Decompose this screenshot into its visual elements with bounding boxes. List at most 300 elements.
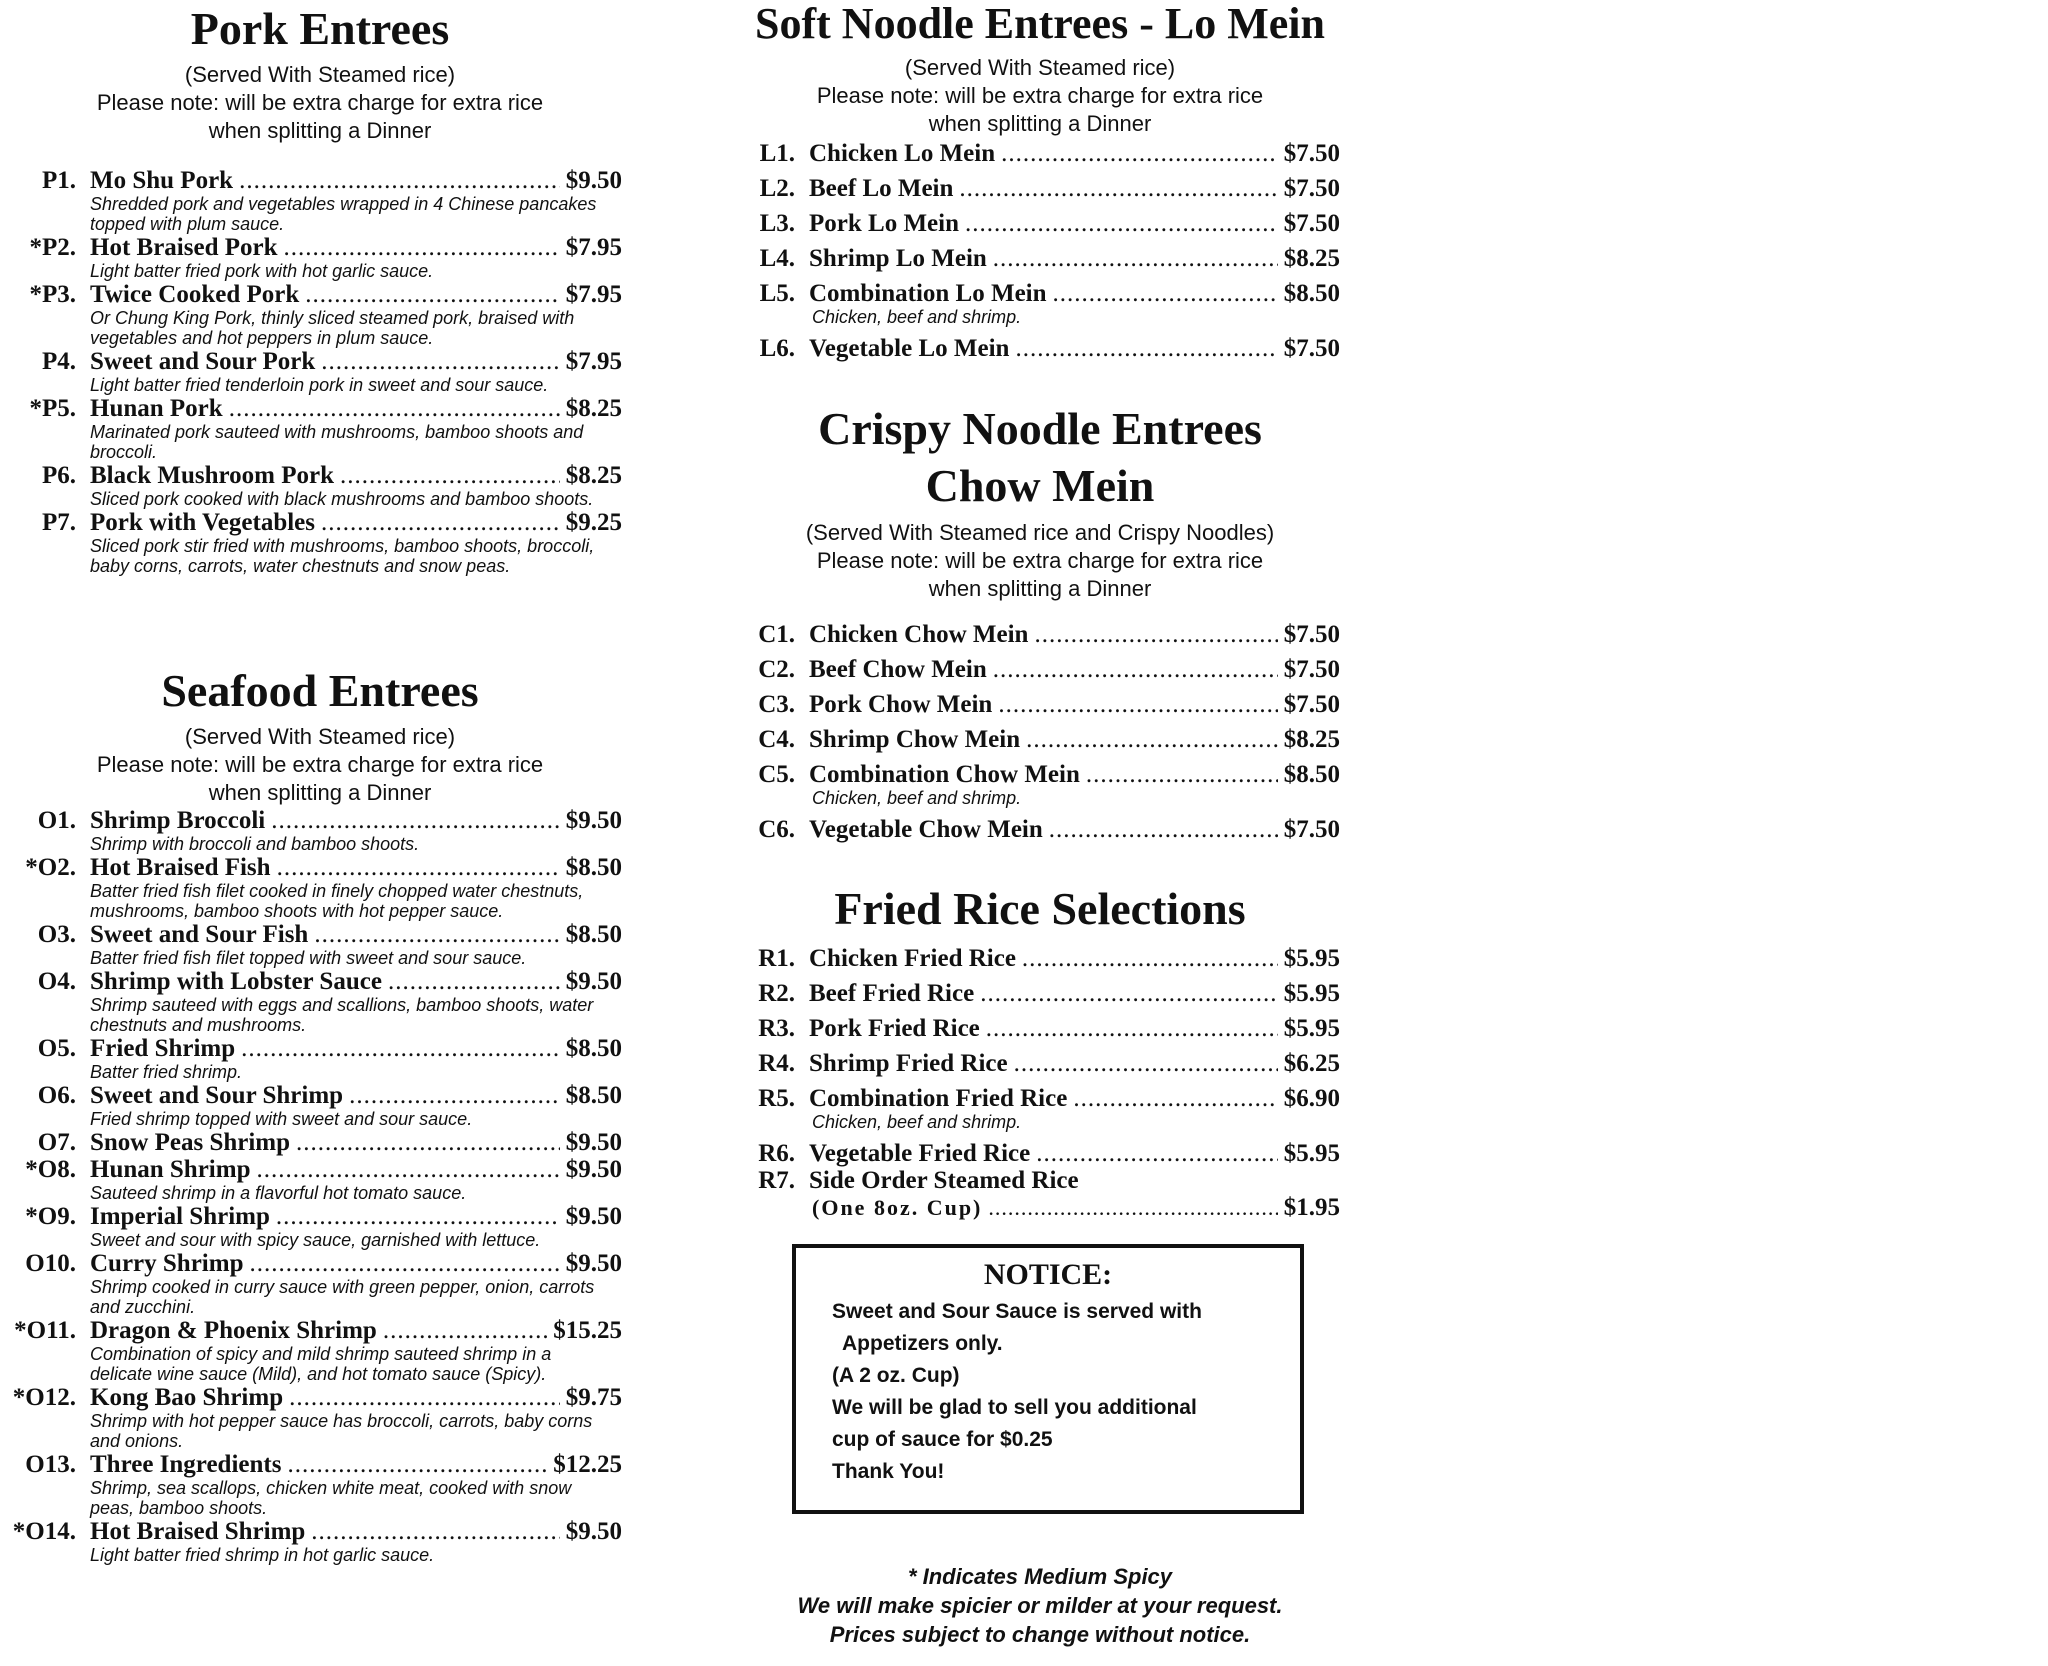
menu-item-line bbox=[690, 945, 1340, 972]
item-leader-dots bbox=[249, 1250, 559, 1277]
menu-item bbox=[0, 921, 640, 968]
item-leader-dots bbox=[1053, 280, 1278, 307]
menu-item bbox=[0, 1518, 640, 1565]
pork-section bbox=[0, 4, 640, 576]
item-name: Curry Shrimp bbox=[90, 1249, 244, 1277]
item-price: $7.50 bbox=[1283, 816, 1340, 844]
menu-item bbox=[690, 280, 1390, 327]
item-description: Shrimp, sea scallops, chicken white meat, cooked with snow peas, bamboo shoots. bbox=[90, 1477, 572, 1518]
item-leader-dots bbox=[314, 921, 559, 948]
item-leader-dots bbox=[1022, 945, 1278, 972]
item-leader-dots bbox=[296, 1129, 560, 1156]
side-rice-price: $1.95 bbox=[1283, 1193, 1340, 1221]
item-name: Combination Chow Mein bbox=[809, 761, 1080, 789]
item-name: Shrimp Fried Rice bbox=[809, 1049, 1008, 1077]
item-leader-dots bbox=[383, 1317, 547, 1344]
item-leader-dots bbox=[321, 509, 560, 536]
item-description: Chicken, beef and shrimp. bbox=[812, 788, 1022, 809]
item-code: *O14. bbox=[12, 1517, 76, 1545]
side-rice-name: Side Order Steamed Rice bbox=[809, 1166, 1079, 1194]
item-price: $5.95 bbox=[1283, 1139, 1340, 1167]
menu-item bbox=[0, 281, 640, 348]
item-code: C5. bbox=[758, 761, 795, 789]
item-description: Sweet and sour with spicy sauce, garnished with lettuce. bbox=[90, 1229, 541, 1250]
item-code: O3. bbox=[37, 920, 76, 948]
item-leader-dots bbox=[1034, 621, 1277, 648]
item-description: Batter fried shrimp. bbox=[90, 1061, 243, 1082]
item-price: $8.50 bbox=[1283, 280, 1340, 308]
menu-item bbox=[690, 656, 1390, 683]
menu-item-line bbox=[0, 1518, 622, 1545]
item-price: $8.50 bbox=[565, 853, 622, 881]
item-code: R6. bbox=[758, 1139, 795, 1167]
menu-item-line bbox=[0, 167, 622, 194]
menu-item bbox=[0, 854, 640, 921]
item-description: Light batter fried pork with hot garlic sauce. bbox=[90, 260, 434, 281]
chowmein-note-3: when splitting a Dinner bbox=[928, 576, 1152, 602]
chowmein-item-list bbox=[690, 621, 1390, 843]
item-leader-dots bbox=[311, 1518, 559, 1545]
item-price: $9.50 bbox=[565, 967, 622, 995]
notice-line-3: (A 2 oz. Cup) bbox=[832, 1364, 960, 1387]
item-name: Shrimp Lo Mein bbox=[809, 245, 987, 273]
menu-item bbox=[0, 509, 640, 576]
item-code: L2. bbox=[759, 175, 795, 203]
lomein-note-3: when splitting a Dinner bbox=[928, 111, 1152, 137]
friedrice-item-list bbox=[690, 945, 1390, 1167]
item-price: $9.50 bbox=[565, 1202, 622, 1230]
menu-item-line bbox=[0, 1082, 622, 1109]
menu-item bbox=[0, 1250, 640, 1317]
item-name: Hunan Shrimp bbox=[90, 1155, 251, 1183]
item-leader-dots bbox=[340, 462, 560, 489]
item-leader-dots bbox=[257, 1156, 560, 1183]
menu-item bbox=[0, 807, 640, 854]
item-description: Shrimp sauteed with eggs and scallions, bamboo shoots, water chestnuts and mushrooms. bbox=[90, 994, 594, 1035]
item-name: Shrimp with Lobster Sauce bbox=[90, 967, 382, 995]
item-description: Marinated pork sauteed with mushrooms, bamboo shoots and broccoli. bbox=[90, 421, 584, 462]
item-code: C4. bbox=[758, 726, 795, 754]
item-name: Hot Braised Shrimp bbox=[90, 1517, 306, 1545]
item-name: Pork Fried Rice bbox=[809, 1014, 980, 1042]
seafood-item-list bbox=[0, 807, 640, 1565]
seafood-note-1: (Served With Steamed rice) bbox=[184, 723, 456, 749]
lomein-section bbox=[690, 0, 1390, 362]
item-description: Batter fried fish filet cooked in finely chopped water chestnuts, mushrooms, bamboo shoots with hot pepper sauce. bbox=[90, 880, 584, 921]
item-name: Chicken Lo Mein bbox=[809, 140, 996, 168]
seafood-note-3: when splitting a Dinner bbox=[208, 779, 432, 805]
menu-item-line bbox=[690, 1015, 1340, 1042]
lomein-note-1: (Served With Steamed rice) bbox=[904, 55, 1176, 81]
menu-item-line bbox=[0, 348, 622, 375]
item-name: Combination Lo Mein bbox=[809, 280, 1047, 308]
item-code: O7. bbox=[37, 1128, 76, 1156]
menu-item bbox=[690, 945, 1390, 972]
item-price: $9.50 bbox=[565, 1128, 622, 1156]
notice-line-6: Thank You! bbox=[832, 1460, 945, 1483]
item-leader-dots bbox=[287, 1451, 547, 1478]
item-code: O10. bbox=[25, 1249, 76, 1277]
lomein-title: Soft Noodle Entrees - Lo Mein bbox=[755, 0, 1325, 48]
item-price: $9.50 bbox=[565, 1155, 622, 1183]
menu-item-line bbox=[0, 854, 622, 881]
menu-item bbox=[690, 726, 1390, 753]
notice-line-5: cup of sauce for $0.25 bbox=[832, 1428, 1053, 1451]
menu-item bbox=[690, 140, 1390, 167]
item-price: $8.25 bbox=[1283, 726, 1340, 754]
item-name: Vegetable Lo Mein bbox=[809, 335, 1010, 363]
menu-item bbox=[0, 968, 640, 1035]
item-name: Pork with Vegetables bbox=[90, 508, 315, 536]
friedrice-title: Fried Rice Selections bbox=[834, 883, 1246, 934]
item-price: $8.25 bbox=[565, 461, 622, 489]
lomein-item-list bbox=[690, 140, 1390, 362]
item-code: *O2. bbox=[25, 853, 76, 881]
menu-item bbox=[0, 234, 640, 281]
item-name: Shrimp Chow Mein bbox=[809, 726, 1021, 754]
seafood-section bbox=[0, 666, 640, 1565]
menu-item-line bbox=[690, 335, 1340, 362]
notice-title: NOTICE: bbox=[983, 1258, 1113, 1291]
menu-item-line bbox=[0, 462, 622, 489]
item-code: L4. bbox=[759, 245, 795, 273]
item-code: R1. bbox=[758, 944, 795, 972]
menu-item-line bbox=[0, 1129, 622, 1156]
item-leader-dots bbox=[271, 807, 560, 834]
item-code: P6. bbox=[41, 461, 76, 489]
item-code: R3. bbox=[758, 1014, 795, 1042]
menu-item bbox=[690, 175, 1390, 202]
notice-box bbox=[792, 1244, 1304, 1514]
menu-item-line bbox=[0, 968, 622, 995]
menu-item bbox=[0, 167, 640, 234]
menu-item-line bbox=[690, 1085, 1340, 1112]
item-price: $9.50 bbox=[565, 1517, 622, 1545]
side-rice-dots bbox=[988, 1194, 1277, 1221]
menu-item bbox=[0, 1156, 640, 1203]
item-leader-dots bbox=[1014, 1050, 1278, 1077]
item-name: Hot Braised Fish bbox=[90, 853, 271, 881]
item-description: Chicken, beef and shrimp. bbox=[812, 307, 1022, 328]
item-description: Light batter fried tenderloin pork in sweet and sour sauce. bbox=[90, 374, 549, 395]
pork-item-list bbox=[0, 167, 640, 576]
item-name: Hot Braised Pork bbox=[90, 233, 278, 261]
item-leader-dots bbox=[959, 175, 1277, 202]
item-leader-dots bbox=[229, 395, 560, 422]
friedrice-section bbox=[690, 884, 1390, 1221]
menu-item bbox=[690, 1015, 1390, 1042]
item-description: Chicken, beef and shrimp. bbox=[812, 1111, 1022, 1132]
menu-item bbox=[0, 395, 640, 462]
item-price: $8.25 bbox=[1283, 245, 1340, 273]
item-code: R5. bbox=[758, 1084, 795, 1112]
item-leader-dots bbox=[321, 348, 559, 375]
menu-item bbox=[690, 1085, 1390, 1132]
item-code: L6. bbox=[759, 335, 795, 363]
item-price: $9.50 bbox=[565, 1249, 622, 1277]
item-name: Chicken Fried Rice bbox=[809, 944, 1016, 972]
item-name: Vegetable Fried Rice bbox=[809, 1139, 1031, 1167]
chowmein-title-1: Crispy Noodle Entrees bbox=[818, 403, 1262, 454]
menu-item bbox=[0, 1317, 640, 1384]
pork-note-2: Please note: will be extra charge for extra rice bbox=[96, 89, 544, 115]
item-leader-dots bbox=[388, 968, 560, 995]
pork-title: Pork Entrees bbox=[190, 3, 450, 54]
item-code: O1. bbox=[37, 806, 76, 834]
side-rice-code: R7. bbox=[758, 1166, 795, 1194]
menu-item-line bbox=[690, 210, 1340, 237]
item-code: L5. bbox=[759, 280, 795, 308]
item-description: Shredded pork and vegetables wrapped in 4 Chinese pancakes topped with plum sauce. bbox=[90, 193, 597, 234]
item-leader-dots bbox=[276, 1203, 560, 1230]
item-name: Sweet and Sour Shrimp bbox=[90, 1081, 344, 1109]
item-price: $9.50 bbox=[565, 806, 622, 834]
item-leader-dots bbox=[241, 1035, 560, 1062]
item-name: Dragon & Phoenix Shrimp bbox=[90, 1316, 377, 1344]
menu-item-line bbox=[690, 691, 1340, 718]
item-code: C6. bbox=[758, 816, 795, 844]
menu-item-line bbox=[0, 509, 622, 536]
menu-item-line bbox=[0, 921, 622, 948]
item-code: R4. bbox=[758, 1049, 795, 1077]
notice-line-4: We will be glad to sell you additional bbox=[832, 1396, 1197, 1419]
item-code: *O8. bbox=[25, 1155, 76, 1183]
item-name: Pork Chow Mein bbox=[809, 691, 993, 719]
item-price: $15.25 bbox=[553, 1316, 622, 1344]
pork-note-3: when splitting a Dinner bbox=[208, 117, 432, 143]
menu-item bbox=[0, 1384, 640, 1451]
item-code: C2. bbox=[758, 656, 795, 684]
chowmein-note-2: Please note: will be extra charge for extra rice bbox=[816, 548, 1264, 574]
spicier-note: We will make spicier or milder at your request. bbox=[797, 1593, 1283, 1618]
item-leader-dots bbox=[1026, 726, 1278, 753]
menu-item-line bbox=[690, 980, 1340, 1007]
menu-item bbox=[0, 1203, 640, 1250]
menu-item-line bbox=[0, 281, 622, 308]
item-code: L3. bbox=[759, 210, 795, 238]
menu-item bbox=[690, 1050, 1390, 1077]
item-price: $7.50 bbox=[1283, 210, 1340, 238]
item-price: $9.50 bbox=[565, 166, 622, 194]
item-leader-dots bbox=[980, 980, 1278, 1007]
menu-item bbox=[690, 245, 1390, 272]
chowmein-section bbox=[690, 404, 1390, 843]
menu-item-line bbox=[0, 1317, 622, 1344]
menu-item-line bbox=[690, 761, 1340, 788]
item-name: Shrimp Broccoli bbox=[90, 806, 266, 834]
item-name: Combination Fried Rice bbox=[809, 1084, 1068, 1112]
menu-item-line bbox=[0, 234, 622, 261]
item-name: Kong Bao Shrimp bbox=[90, 1383, 284, 1411]
item-price: $7.95 bbox=[565, 347, 622, 375]
item-price: $6.25 bbox=[1283, 1049, 1340, 1077]
chowmein-note-1: (Served With Steamed rice and Crispy Noodles) bbox=[805, 520, 1275, 546]
item-leader-dots bbox=[1049, 816, 1278, 843]
menu-item-line bbox=[690, 1140, 1340, 1167]
item-leader-dots bbox=[289, 1384, 560, 1411]
middle-footer bbox=[690, 1562, 1390, 1649]
item-leader-dots bbox=[349, 1082, 560, 1109]
menu-item-line bbox=[0, 1384, 622, 1411]
menu-item-line bbox=[690, 726, 1340, 753]
item-name: Beef Lo Mein bbox=[809, 175, 954, 203]
item-description: Shrimp cooked in curry sauce with green pepper, onion, carrots and zucchini. bbox=[90, 1276, 595, 1317]
seafood-title: Seafood Entrees bbox=[161, 665, 479, 716]
menu-item bbox=[690, 761, 1390, 808]
lomein-note-2: Please note: will be extra charge for extra rice bbox=[816, 83, 1264, 109]
item-code: P7. bbox=[41, 508, 76, 536]
item-code: O4. bbox=[37, 967, 76, 995]
item-name: Sweet and Sour Fish bbox=[90, 920, 309, 948]
item-name: Black Mushroom Pork bbox=[90, 461, 334, 489]
menu-item bbox=[690, 210, 1390, 237]
menu-item-line bbox=[690, 656, 1340, 683]
item-code: P1. bbox=[41, 166, 76, 194]
item-code: O13. bbox=[25, 1450, 76, 1478]
notice-line-1: Sweet and Sour Sauce is served with bbox=[832, 1300, 1202, 1323]
menu-item-line bbox=[690, 621, 1340, 648]
item-price: $7.50 bbox=[1283, 621, 1340, 649]
menu-item-line bbox=[690, 245, 1340, 272]
menu-item-line bbox=[0, 1203, 622, 1230]
item-name: Snow Peas Shrimp bbox=[90, 1128, 291, 1156]
menu-item bbox=[690, 621, 1390, 648]
menu-item-line bbox=[690, 140, 1340, 167]
menu-item-line bbox=[690, 280, 1340, 307]
item-code: L1. bbox=[759, 140, 795, 168]
item-price: $8.50 bbox=[1283, 761, 1340, 789]
item-leader-dots bbox=[1073, 1085, 1277, 1112]
item-description: Or Chung King Pork, thinly sliced steamed pork, braised with vegetables and hot peppers in plum sauce. bbox=[90, 307, 575, 348]
item-name: Imperial Shrimp bbox=[90, 1202, 270, 1230]
menu-item-line bbox=[0, 395, 622, 422]
menu-item bbox=[690, 1140, 1390, 1167]
item-name: Twice Cooked Pork bbox=[90, 280, 300, 308]
menu-item-line bbox=[690, 816, 1340, 843]
item-name: Beef Fried Rice bbox=[809, 979, 975, 1007]
item-name: Three Ingredients bbox=[90, 1450, 282, 1478]
item-price: $5.95 bbox=[1283, 944, 1340, 972]
price-change-note: Prices subject to change without notice. bbox=[829, 1622, 1251, 1647]
item-price: $9.25 bbox=[565, 508, 622, 536]
chowmein-title-2: Chow Mein bbox=[925, 459, 1155, 511]
item-code: *O9. bbox=[25, 1202, 76, 1230]
menu-item-line bbox=[0, 1250, 622, 1277]
item-leader-dots bbox=[965, 210, 1278, 237]
item-code: *P2. bbox=[29, 233, 76, 261]
item-leader-dots bbox=[998, 691, 1277, 718]
item-description: Light batter fried shrimp in hot garlic sauce. bbox=[90, 1544, 435, 1565]
menu-item-line bbox=[0, 807, 622, 834]
item-price: $7.50 bbox=[1283, 335, 1340, 363]
item-price: $8.50 bbox=[565, 1081, 622, 1109]
menu-item-line bbox=[690, 1050, 1340, 1077]
item-description: Sliced pork stir fried with mushrooms, bamboo shoots, broccoli, baby corns, carrots, water chestnuts and snow peas. bbox=[90, 535, 595, 576]
menu-item bbox=[690, 335, 1390, 362]
item-code: O6. bbox=[37, 1081, 76, 1109]
item-name: Fried Shrimp bbox=[90, 1034, 236, 1062]
item-name: Beef Chow Mein bbox=[809, 656, 987, 684]
menu-item-line bbox=[0, 1156, 622, 1183]
item-price: $7.50 bbox=[1283, 691, 1340, 719]
item-name: Mo Shu Pork bbox=[90, 166, 234, 194]
menu-item bbox=[0, 1035, 640, 1082]
item-name: Hunan Pork bbox=[90, 394, 223, 422]
item-price: $8.50 bbox=[565, 1034, 622, 1062]
item-price: $7.50 bbox=[1283, 140, 1340, 168]
item-leader-dots bbox=[1015, 335, 1277, 362]
menu-item bbox=[0, 348, 640, 395]
item-code: C3. bbox=[758, 691, 795, 719]
menu-item-line bbox=[690, 175, 1340, 202]
item-price: $5.95 bbox=[1283, 979, 1340, 1007]
item-leader-dots bbox=[993, 245, 1278, 272]
spicy-note: * Indicates Medium Spicy bbox=[907, 1564, 1173, 1589]
side-rice-sub-line bbox=[690, 1194, 1340, 1221]
menu-item-line bbox=[0, 1035, 622, 1062]
item-code: C1. bbox=[758, 621, 795, 649]
menu-item bbox=[0, 1451, 640, 1518]
item-description: Sliced pork cooked with black mushrooms and bamboo shoots. bbox=[90, 488, 594, 509]
item-code: *O11. bbox=[14, 1316, 76, 1344]
menu-item bbox=[0, 1082, 640, 1129]
item-leader-dots bbox=[993, 656, 1278, 683]
item-description: Shrimp with hot pepper sauce has broccoli, carrots, baby corns and onions. bbox=[90, 1410, 593, 1451]
item-price: $7.50 bbox=[1283, 656, 1340, 684]
item-name: Vegetable Chow Mein bbox=[809, 816, 1043, 844]
item-leader-dots bbox=[986, 1015, 1278, 1042]
item-description: Combination of spicy and mild shrimp sauteed shrimp in a delicate wine sauce (Mild), and hot tomato sauce (Spicy). bbox=[90, 1343, 552, 1384]
item-price: $12.25 bbox=[553, 1450, 622, 1478]
item-name: Pork Lo Mein bbox=[809, 210, 959, 238]
item-leader-dots bbox=[277, 854, 560, 881]
item-leader-dots bbox=[1036, 1140, 1278, 1167]
side-rice-item bbox=[690, 1167, 1340, 1194]
menu-item bbox=[690, 980, 1390, 1007]
item-code: O5. bbox=[37, 1034, 76, 1062]
item-leader-dots bbox=[1086, 761, 1278, 788]
item-price: $7.50 bbox=[1283, 175, 1340, 203]
item-price: $7.95 bbox=[565, 280, 622, 308]
pork-note-1: (Served With Steamed rice) bbox=[184, 61, 456, 87]
item-price: $9.75 bbox=[565, 1383, 622, 1411]
item-code: P4. bbox=[41, 347, 76, 375]
notice-line-2: Appetizers only. bbox=[842, 1332, 1003, 1355]
item-leader-dots bbox=[305, 281, 560, 308]
item-code: *O12. bbox=[12, 1383, 76, 1411]
item-description: Sauteed shrimp in a flavorful hot tomato sauce. bbox=[90, 1182, 467, 1203]
menu-item bbox=[0, 1129, 640, 1156]
item-description: Fried shrimp topped with sweet and sour sauce. bbox=[90, 1108, 473, 1129]
item-code: R2. bbox=[758, 979, 795, 1007]
menu-item bbox=[0, 462, 640, 509]
side-rice-sub: (One 8oz. Cup) bbox=[812, 1194, 983, 1220]
item-price: $7.95 bbox=[565, 233, 622, 261]
item-name: Chicken Chow Mein bbox=[809, 621, 1029, 649]
menu-item bbox=[690, 816, 1390, 843]
item-price: $8.50 bbox=[565, 920, 622, 948]
menu-item-line bbox=[0, 1451, 622, 1478]
item-description: Batter fried fish filet topped with sweet and sour sauce. bbox=[90, 947, 527, 968]
item-name: Sweet and Sour Pork bbox=[90, 347, 316, 375]
item-leader-dots bbox=[239, 167, 560, 194]
item-price: $6.90 bbox=[1283, 1084, 1340, 1112]
item-price: $5.95 bbox=[1283, 1014, 1340, 1042]
item-leader-dots bbox=[284, 234, 560, 261]
item-leader-dots bbox=[1001, 140, 1278, 167]
item-code: *P5. bbox=[29, 394, 76, 422]
seafood-note-2: Please note: will be extra charge for extra rice bbox=[96, 751, 544, 777]
